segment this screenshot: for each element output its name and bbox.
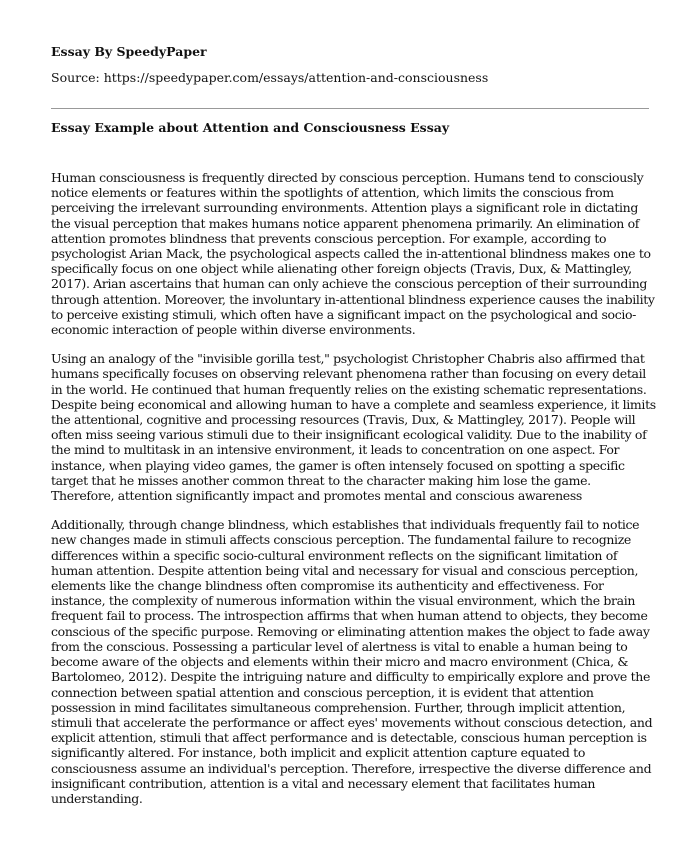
essay-paragraph-1: Human consciousness is frequently directed by conscious perception. Humans tend to consciously notice elements or features within the spotlights of attention, which limits the conscious from perceiving the irrelevant surrounding environments. Attention plays a significant role in dictating the visual perception that makes humans notice apparent phenomena primarily. An elimination of attention promotes blindness that prevents conscious perception. For example, according to psychologist Arian Mack, the psychological aspects called the in-attentional blindness makes one to specifically focus on one object while alienating other foreign objects (Travis, Dux, & Mattingley, 2017). Arian ascertains that human can only achieve the conscious perception of their surrounding through attention. Moreover, the involuntary in-attentional blindness experience causes the inability to perceive existing stimuli, which often have a significant impact on the psychological and socio-economic interaction of people within diverse environments. bbox=[51, 170, 655, 338]
essay-body bbox=[51, 170, 657, 820]
essay-paragraph-2: Using an analogy of the "invisible gorilla test," psychologist Christopher Chabris also affirmed that humans specifically focuses on observing relevant phenomena rather than focusing on every detail in the world. He continued that human frequently relies on the existing schematic representations. Despite being economical and allowing human to have a complete and seamless experience, it limits the attentional, cognitive and processing resources (Travis, Dux, & Mattingley, 2017). People will often miss seeing various stimuli due to their insignificant ecological validity. Due to the inability of the mind to multitask in an intensive environment, it leads to concentration on one aspect. For instance, when playing video games, the gamer is often intensely focused on spotting a specific target that he misses another common threat to the character making him lose the game. Therefore, attention significantly impact and promotes mental and conscious awareness bbox=[51, 351, 656, 504]
brand-heading: Essay By SpeedyPaper bbox=[51, 44, 207, 59]
source-line: Source: https://speedypaper.com/essays/attention-and-consciousness bbox=[51, 70, 489, 85]
essay-title: Essay Example about Attention and Consciousness Essay bbox=[51, 120, 450, 135]
essay-paragraph-3: Additionally, through change blindness, which establishes that individuals frequently fail to notice new changes made in stimuli affects conscious perception. The fundamental failure to recognize differences within a specific socio-cultural environment reflects on the significant limitation of human attention. Despite attention being vital and necessary for visual and conscious perception, elements like the change blindness often compromise its authenticity and effectiveness. For instance, the complexity of numerous information within the visual environment, which the brain frequent fail to process. The introspection affirms that when human attend to objects, they become conscious of the specific purpose. Removing or eliminating attention makes the object to fade away from the conscious. Possessing a particular level of alertness is vital to enable a human being to become aware of the objects and elements within their micro and macro environment (Chica, & Bartolomeo, 2012). Despite the intriguing nature and difficulty to empirically explore and prove the connection between spatial attention and conscious perception, it is evident that attention possession in mind facilitates simultaneous comprehension. Further, through implicit attention, stimuli that accelerate the performance or affect eyes' movements without conscious detection, and explicit attention, stimuli that affect performance and is detectable, conscious human perception is significantly altered. For instance, both implicit and explicit attention capture equated to consciousness assume an individual's perception. Therefore, irrespective the diverse difference and insignificant contribution, attention is a vital and necessary element that facilitates human understanding. bbox=[51, 517, 653, 806]
header-divider bbox=[51, 108, 649, 109]
